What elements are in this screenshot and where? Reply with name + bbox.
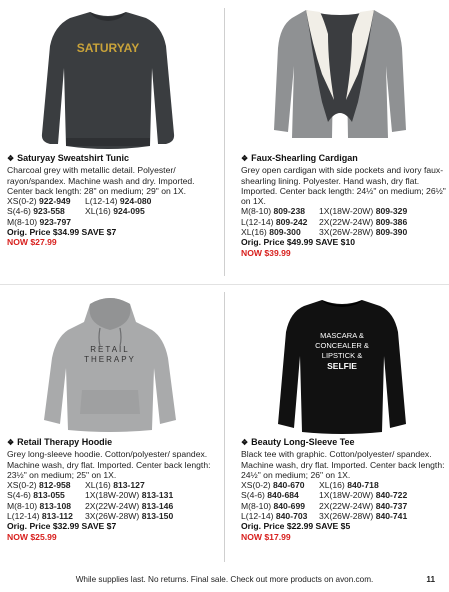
- diamond-bullet-icon: ❖: [7, 154, 15, 163]
- size-item: 1X(18W-20W) 813-131: [85, 490, 174, 501]
- diamond-bullet-icon: ❖: [241, 154, 249, 163]
- product-title: Faux-Shearling Cardigan: [251, 153, 358, 163]
- size-item: XL(16) 813-127: [85, 480, 145, 491]
- size-item: M(8-10) 840-699: [241, 500, 306, 511]
- tee-image[interactable]: [276, 296, 408, 434]
- sale-price: NOW $39.99: [241, 247, 291, 258]
- product-card-cardigan: [241, 153, 446, 258]
- diamond-bullet-icon: ❖: [7, 438, 15, 447]
- size-item: M(8-10) 809-238: [241, 206, 306, 217]
- size-item: L(12-14) 924-080: [85, 196, 152, 207]
- size-item: 2X(22W-24W) 813-146: [85, 500, 174, 511]
- size-item: 3X(26W-28W) 809-390: [319, 227, 408, 238]
- size-item: L(12-14) 840-703: [241, 511, 308, 522]
- size-item: XL(16) 924-095: [85, 206, 145, 217]
- product-description: Black tee with graphic. Cotton/polyester/ spandex. Machine wash, dry flat. Imported. Center back length: 24½" on medium; 26" on 1X.: [241, 449, 445, 480]
- size-list: [241, 480, 446, 521]
- size-item: S(4-6) 923-558: [7, 206, 65, 217]
- size-item: M(8-10) 923-797: [7, 216, 72, 227]
- tee-graphic-line-1: MASCARA &: [320, 331, 364, 340]
- size-item: XS(0-2) 922-949: [7, 196, 71, 207]
- tee-graphic-line-4: SELFIE: [327, 361, 357, 371]
- size-item: 1X(18W-20W) 809-329: [319, 206, 408, 217]
- original-price: Orig. Price $22.99 SAVE $5: [241, 521, 351, 532]
- size-item: S(4-6) 813-055: [7, 490, 65, 501]
- tee-graphic-line-2: CONCEALER &: [315, 341, 369, 350]
- sale-price: NOW $17.99: [241, 531, 291, 542]
- column-divider-top: [224, 8, 225, 276]
- size-item: 1X(18W-20W) 840-722: [319, 490, 408, 501]
- product-title: Beauty Long-Sleeve Tee: [251, 437, 355, 447]
- product-title: Retail Therapy Hoodie: [17, 437, 113, 447]
- hoodie-graphic-line-1: RETAIL: [90, 345, 130, 354]
- size-item: 2X(22W-24W) 840-737: [319, 500, 408, 511]
- size-item: S(4-6) 840-684: [241, 490, 299, 501]
- size-item: L(12-14) 813-112: [7, 511, 73, 522]
- sale-price: NOW $27.99: [7, 237, 57, 248]
- row-divider: [0, 284, 449, 285]
- size-item: L(12-14) 809-242: [241, 216, 308, 227]
- product-description: Grey open cardigan with side pockets and ivory faux- shearling lining. Polyester. Hand wash, dry flat. Imported. Center back length: 24½" on medium; 26½" on 1X.: [241, 165, 446, 207]
- hoodie-image[interactable]: [40, 294, 180, 434]
- product-card-sweatshirt: [7, 153, 217, 248]
- hoodie-graphic-line-2: THERAPY: [84, 355, 136, 364]
- size-item: XL(16) 809-300: [241, 227, 301, 238]
- size-list: [7, 480, 217, 521]
- product-card-hoodie: [7, 437, 217, 542]
- sweatshirt-tunic-image[interactable]: [38, 6, 178, 154]
- size-list: [7, 196, 217, 227]
- product-description: Grey long-sleeve hoodie. Cotton/polyester/ spandex. Machine wash, dry flat. Imported. Center back length: 23½" on medium; 25" on 1X.: [7, 449, 211, 480]
- original-price: Orig. Price $32.99 SAVE $7: [7, 521, 117, 532]
- product-description: Charcoal grey with metallic detail. Polyester/ rayon/spandex. Machine wash and dry. Imported. Center back length: 28" on medium; 29" on 1X.: [7, 165, 195, 196]
- size-item: 3X(26W-28W) 813-150: [85, 511, 174, 522]
- tee-graphic-line-3: LIPSTICK &: [321, 351, 363, 360]
- page-number: 11: [426, 575, 435, 584]
- size-item: M(8-10) 813-108: [7, 500, 72, 511]
- cardigan-image[interactable]: [272, 4, 408, 142]
- size-item: XS(0-2) 812-958: [7, 480, 71, 491]
- diamond-bullet-icon: ❖: [241, 438, 249, 447]
- column-divider-bottom: [224, 292, 225, 562]
- original-price: Orig. Price $34.99 SAVE $7: [7, 227, 117, 238]
- product-card-tee: [241, 437, 446, 542]
- size-item: XL(16) 840-718: [319, 480, 379, 491]
- product-title: Saturyay Sweatshirt Tunic: [17, 153, 130, 163]
- footer-note: While supplies last. No returns. Final sale. Check out more products on avon.com.: [75, 575, 374, 584]
- size-list: [241, 206, 446, 237]
- size-item: 2X(22W-24W) 809-386: [319, 216, 408, 227]
- sweatshirt-graphic-text: SATURYAY: [76, 41, 140, 55]
- size-item: XS(0-2) 840-670: [241, 480, 305, 491]
- size-item: 3X(26W-28W) 840-741: [319, 511, 408, 522]
- original-price: Orig. Price $49.99 SAVE $10: [241, 237, 356, 248]
- sale-price: NOW $25.99: [7, 531, 57, 542]
